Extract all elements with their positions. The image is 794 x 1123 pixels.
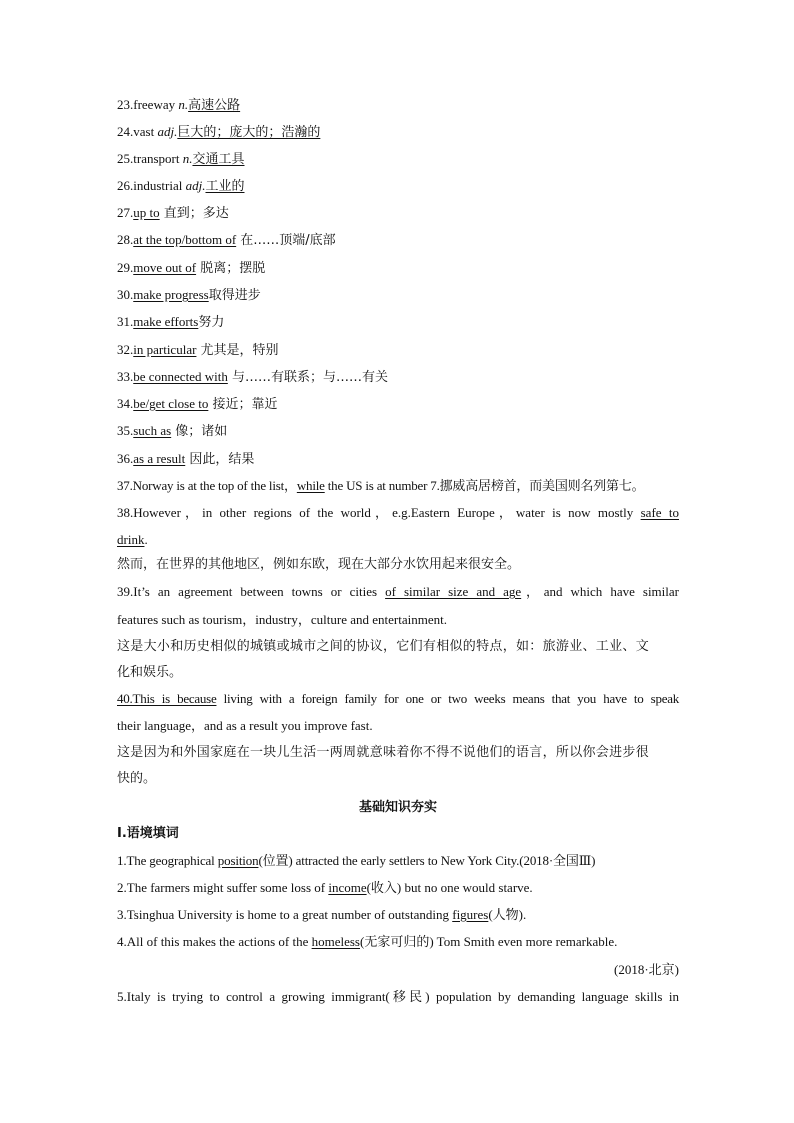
- question-5: [117, 988, 679, 1006]
- vocab-item-26: [117, 177, 679, 196]
- sentence-39-line-1: [117, 583, 679, 601]
- phrase-item-28: [117, 231, 679, 250]
- underlined-text: drink: [117, 532, 145, 547]
- phrase-meaning: 直到；多达: [159, 206, 229, 221]
- item-number: 36.: [117, 451, 134, 466]
- question-text: 5.Italy is trying to control a growing immigrant(移民) population by demanding language skills in: [117, 989, 679, 1004]
- vocab-meaning: 交通工具: [192, 152, 245, 167]
- item-number: 34.: [117, 396, 134, 411]
- answer-text: position: [217, 853, 259, 868]
- vocab-word: transport: [133, 151, 180, 166]
- answer-text: income: [328, 880, 367, 895]
- phrase-meaning: 努力: [198, 315, 225, 330]
- question-1: [117, 852, 679, 870]
- item-number: 27.: [117, 205, 134, 220]
- vocab-item-24: [117, 123, 679, 142]
- item-number: 28.: [117, 232, 134, 247]
- phrase-text: in particular: [133, 342, 197, 357]
- translation-text: 快的。: [117, 771, 157, 786]
- phrase-text: such as: [133, 423, 172, 438]
- underlined-text: while: [296, 478, 325, 493]
- section-title-text: 基础知识夯实: [358, 800, 437, 815]
- phrase-text: up to: [133, 205, 160, 220]
- phrase-item-31: [117, 313, 679, 332]
- phrase-item-35: [117, 422, 679, 441]
- vocab-meaning: 高速公路: [188, 98, 241, 113]
- phrase-item-27: [117, 204, 679, 223]
- phrase-text: make efforts: [133, 314, 199, 329]
- part-of-speech: n.: [182, 151, 193, 166]
- item-number: 30.: [117, 287, 134, 302]
- sentence-text: .: [144, 532, 148, 547]
- question-text: (人物).: [488, 907, 527, 922]
- phrase-text: move out of: [133, 260, 197, 275]
- phrase-text: be/get close to: [133, 396, 209, 411]
- sentence-text: 38.However，in other regions of the world，e.g.Eastern Europe，water is now mostly: [117, 505, 641, 520]
- translation-text: 然而，在世界的其他地区，例如东欧，现在大部分水饮用起来很安全。: [117, 557, 521, 572]
- underlined-text: of similar size and age: [385, 584, 522, 599]
- sentence-37: [117, 477, 679, 495]
- sentence-text: their language，and as a result you improve fast.: [117, 718, 373, 733]
- part-of-speech: adj.: [157, 124, 178, 139]
- part-of-speech: n.: [178, 97, 189, 112]
- vocab-item-25: [117, 150, 679, 169]
- phrase-text: as a result: [133, 451, 186, 466]
- item-number: 23.: [117, 97, 134, 112]
- phrase-meaning: 像；诸如: [171, 424, 228, 439]
- sentence-40-translation-2: [117, 770, 679, 788]
- sentence-39-translation-2: [117, 664, 679, 682]
- phrase-item-30: [117, 286, 679, 305]
- item-number: 33.: [117, 369, 134, 384]
- sentence-38-line-2: [117, 531, 679, 549]
- phrase-item-33: [117, 368, 679, 387]
- question-4: [117, 933, 679, 951]
- phrase-text: at the top/bottom of: [133, 232, 237, 247]
- answer-text: figures: [452, 907, 489, 922]
- sentence-text: 37.Norway is at the top of the list，: [117, 478, 297, 493]
- sentence-text: 39.It’s an agreement between towns or cities: [117, 584, 386, 599]
- phrase-item-36: [117, 450, 679, 469]
- question-text: 1.The geographical: [117, 853, 218, 868]
- sentence-text: features such as tourism，industry，culture and entertainment.: [117, 612, 447, 627]
- phrase-meaning: 取得进步: [208, 288, 261, 303]
- question-text: 2.The farmers might suffer some loss of: [117, 880, 329, 895]
- vocab-word: industrial: [133, 178, 183, 193]
- item-number: 29.: [117, 260, 134, 275]
- part-of-speech: adj.: [185, 178, 206, 193]
- translation-text: 化和娱乐。: [117, 665, 183, 680]
- item-number: 35.: [117, 423, 134, 438]
- translation-text: 这是因为和外国家庭在一块儿生活一两周就意味着你不得不说他们的语言，所以你会进步很: [117, 745, 650, 760]
- question-text: 4.All of this makes the actions of the: [117, 934, 312, 949]
- vocab-meaning: 工业的: [205, 179, 245, 194]
- sentence-text: the US is at number 7.挪威高居榜首，而美国则名列第七。: [324, 478, 645, 493]
- question-text: 3.Tsinghua University is home to a great number of outstanding: [117, 907, 453, 922]
- phrase-text: be connected with: [133, 369, 228, 384]
- vocab-word: vast: [133, 124, 155, 139]
- item-number: 31.: [117, 314, 134, 329]
- item-number: 32.: [117, 342, 134, 357]
- sentence-38-line-1: [117, 504, 679, 522]
- vocab-item-23: [117, 96, 679, 115]
- phrase-item-29: [117, 259, 679, 278]
- question-4-source: [117, 961, 679, 979]
- item-number: 25.: [117, 151, 134, 166]
- question-text: (收入) but no one would starve.: [366, 880, 533, 895]
- underlined-text: safe to: [640, 505, 679, 520]
- source-text: (2018·北京): [614, 962, 679, 977]
- phrase-meaning: 脱离；摆脱: [196, 261, 266, 276]
- sentence-40-line-2: [117, 717, 679, 735]
- vocab-word: freeway: [133, 97, 176, 112]
- underlined-text: 40.This is because: [117, 691, 217, 706]
- phrase-text: make progress: [133, 287, 209, 302]
- phrase-meaning: 尤其是，特别: [196, 343, 279, 358]
- phrase-item-34: [117, 395, 679, 414]
- phrase-meaning: 接近；靠近: [208, 397, 278, 412]
- sentence-text: living with a foreign family for one or two weeks means that you have to speak: [216, 691, 679, 706]
- phrase-meaning: 在……顶端/底部: [236, 233, 336, 248]
- question-2: [117, 879, 679, 897]
- answer-text: homeless: [311, 934, 360, 949]
- sentence-text: ，and which have similar: [521, 584, 679, 599]
- translation-text: 这是大小和历史相似的城镇或城市之间的协议，它们有相似的特点，如：旅游业、工业、文: [117, 639, 650, 654]
- item-number: 26.: [117, 178, 134, 193]
- phrase-meaning: 与……有联系；与……有关: [227, 370, 388, 385]
- part-title-text: Ⅰ.语境填词: [117, 826, 179, 841]
- sentence-39-line-2: [117, 611, 679, 629]
- phrase-item-32: [117, 341, 679, 360]
- sentence-38-translation: [117, 556, 679, 574]
- section-title: [117, 799, 679, 817]
- question-text: (无家可归的) Tom Smith even more remarkable.: [360, 934, 618, 949]
- question-3: [117, 906, 679, 924]
- sentence-39-translation-1: [117, 638, 679, 656]
- sentence-40-line-1: [117, 690, 679, 708]
- part-1-title: [117, 825, 679, 843]
- item-number: 24.: [117, 124, 134, 139]
- phrase-meaning: 因此，结果: [185, 452, 255, 467]
- vocab-meaning: 巨大的；庞大的；浩瀚的: [177, 125, 321, 140]
- question-text: (位置) attracted the early settlers to New York City.(2018·全国Ⅲ): [258, 853, 596, 868]
- sentence-40-translation-1: [117, 744, 679, 762]
